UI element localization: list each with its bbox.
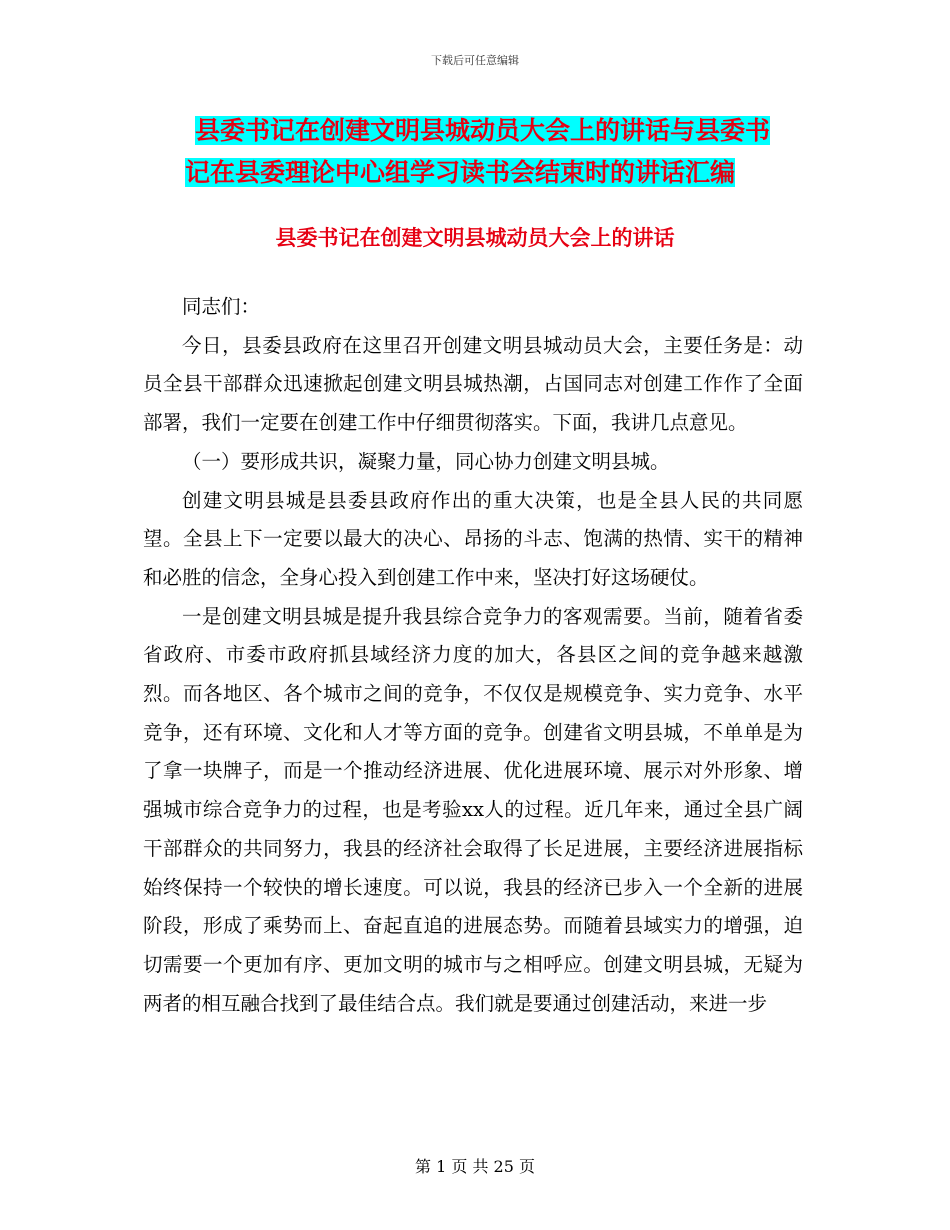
paragraph: 创建文明县城是县委县政府作出的重大决策，也是全县人民的共同愿望。全县上下一定要以最大的决心、昂扬的斗志、饱满的热情、实干的精神和必胜的信念，全身心投入到创建工作中来，坚决打好这场硬仗。 (143, 488, 803, 589)
section-title: 县委书记在创建文明县城动员大会上的讲话 (275, 226, 675, 250)
paragraph: 今日，县委县政府在这里召开创建文明县城动员大会，主要任务是：动员全县干部群众迅速掀起创建文明县城热潮，占国同志对创建工作作了全面部署，我们一定要在创建工作中仔细贯彻落实。下面，我讲几点意见。 (143, 333, 803, 435)
paragraph-greeting: 同志们： (182, 295, 261, 318)
title-line-1: 县委书记在创建文明县城动员大会上的讲话与县委书 (195, 116, 771, 145)
document-title (185, 110, 825, 194)
page-number: 第 1 页 共 25 页 (415, 1157, 535, 1176)
page-header-note: 下载后可任意编辑 (431, 54, 519, 67)
paragraph-heading: （一）要形成共识，凝聚力量，同心协力创建文明县城。 (182, 449, 670, 473)
title-line-2: 记在县委理论中心组学习读书会结束时的讲话汇编 (185, 158, 736, 187)
paragraph: 一是创建文明县城是提升我县综合竞争力的客观需要。当前，随着省委省政府、市委市政府抓县域经济力度的加大，各县区之间的竞争越来越激烈。而各地区、各个城市之间的竞争，不仅仅是规模竞争、实力竞争、水平竞争，还有环境、文化和人才等方面的竞争。创建省文明县城，不单单是为了拿一块牌子，而是一个推动经济进展、优化进展环境、展示对外形象、增强城市综合竞争力的过程，也是考验xx人的过程。近几年来，通过全县广阔干部群众的共同努力，我县的经济社会取得了长足进展，主要经济进展指标始终保持一个较快的增长速度。可以说，我县的经济已步入一个全新的进展阶段，形成了乘势而上、奋起直追的进展态势。而随着县域实力的增强，迫切需要一个更加有序、更加文明的城市与之相呼应。创建文明县城，无疑为两者的相互融合找到了最佳结合点。我们就是要通过创建活动，来进一步 (143, 604, 803, 1015)
body-text (143, 288, 803, 1023)
